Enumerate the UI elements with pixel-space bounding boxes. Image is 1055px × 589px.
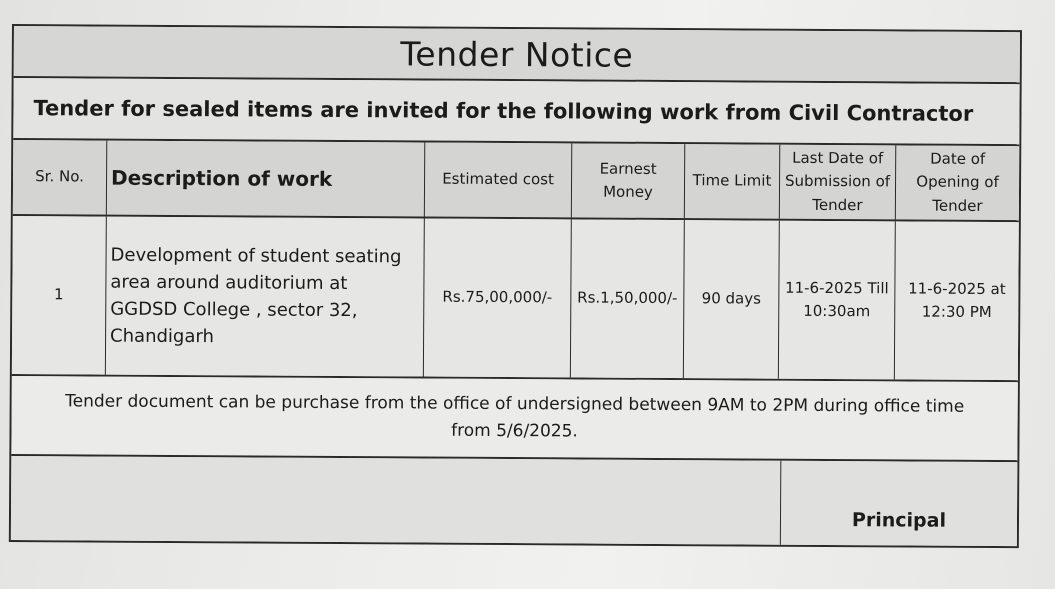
signature-blank-cell (11, 456, 781, 545)
purchase-note: Tender document can be purchase from the office of undersigned between 9AM to 2PM during office time from 5/6/2025. (65, 391, 965, 442)
signature-row (11, 456, 1017, 546)
purchase-note-row (11, 376, 1017, 462)
cell-opening-date: 11-6-2025 at 12:30 PM (908, 279, 1006, 321)
header-description: Description of work (107, 141, 425, 217)
intro-row (13, 78, 1019, 146)
cell-sr-no: 1 (12, 216, 107, 375)
tender-table (12, 140, 1019, 382)
signatory-title: Principal (851, 509, 947, 532)
signatory-cell (781, 461, 1018, 546)
tender-notice-frame (9, 24, 1022, 548)
notice-title: Tender Notice (400, 33, 634, 75)
cell-last-date: 11-6-2025 Till 10:30am (779, 221, 896, 380)
header-estimated-cost: Estimated cost (425, 143, 572, 218)
cell-estimated-cost: Rs.75,00,000/- (424, 219, 572, 378)
table-row (12, 216, 1019, 380)
cell-earnest-money: Rs.1,50,000/- (571, 219, 685, 378)
cell-description: Development of student seating area around auditorium at GGDSD College , sector 32, Chandigarh (106, 217, 425, 377)
header-opening-date: Date of Opening of Tender (916, 149, 999, 215)
header-earnest-money: Earnest Money (572, 143, 685, 218)
title-row (14, 26, 1020, 84)
notice-intro: Tender for sealed items are invited for the following work from Civil Contractor (33, 96, 974, 126)
table-header-row (13, 140, 1019, 222)
cell-time-limit: 90 days (684, 220, 780, 379)
header-sr-no: Sr. No. (13, 140, 107, 215)
header-time-limit: Time Limit (685, 144, 780, 219)
header-last-date: Last Date of Submission of Tender (780, 145, 896, 220)
